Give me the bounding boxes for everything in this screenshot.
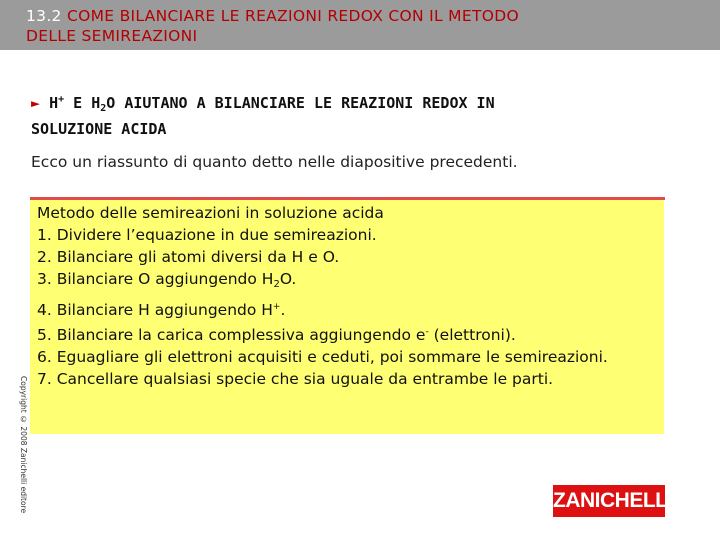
summary-step-6: 6. Eguagliare gli elettroni acquisiti e ceduti, poi sommare le semireazioni. (37, 348, 608, 366)
step-4-sup: + (272, 302, 281, 312)
slide-title (26, 6, 706, 46)
section-number: 13.2 (26, 7, 62, 25)
subtitle-h-charge: + (58, 94, 65, 105)
step-4-text: 4. Bilanciare H aggiungendo H (37, 301, 273, 319)
step-5-sup: - (425, 327, 429, 337)
zanichelli-logo: ZANICHELLI (553, 485, 665, 517)
triangle-bullet-icon: ► (31, 94, 41, 112)
summary-step-1: 1. Dividere l’equazione in due semireazioni. (37, 226, 377, 244)
summary-step-5 (37, 321, 662, 346)
summary-list (37, 202, 662, 390)
step-5-text: 5. Bilanciare la carica complessiva aggiungendo e (37, 326, 426, 344)
subtitle-rest: O AIUTANO A BILANCIARE LE REAZIONI REDOX IN (106, 94, 495, 112)
subtitle-water-sub: 2 (100, 103, 107, 114)
copyright-notice: Copyright © 2008 Zanichelli editore (19, 376, 28, 514)
title-line-2: DELLE SEMIREAZIONI (26, 27, 198, 45)
step-4-end: . (280, 301, 286, 319)
subtitle-and-h: E H (73, 94, 101, 112)
subtitle-h: H (49, 94, 59, 112)
summary-step-4 (37, 296, 662, 321)
summary-step-2: 2. Bilanciare gli atomi diversi da H e O. (37, 248, 340, 266)
subtitle-line-2: SOLUZIONE ACIDA (31, 120, 167, 138)
step-3-sub: 2 (273, 279, 280, 290)
step-3-text: 3. Bilanciare O aggiungendo H (37, 270, 274, 288)
title-line-1: COME BILANCIARE LE REAZIONI REDOX CON IL METODO (66, 7, 519, 25)
summary-step-3 (37, 268, 662, 296)
step-5-end: (elettroni). (428, 326, 516, 344)
intro-text: Ecco un riassunto di quanto detto nelle diapositive precedenti. (31, 153, 518, 171)
summary-step-7: 7. Cancellare qualsiasi specie che sia uguale da entrambe le parti. (37, 370, 554, 388)
summary-heading: Metodo delle semireazioni in soluzione acida (37, 204, 384, 222)
slide-subtitle (31, 89, 701, 140)
step-3-end: O. (279, 270, 297, 288)
